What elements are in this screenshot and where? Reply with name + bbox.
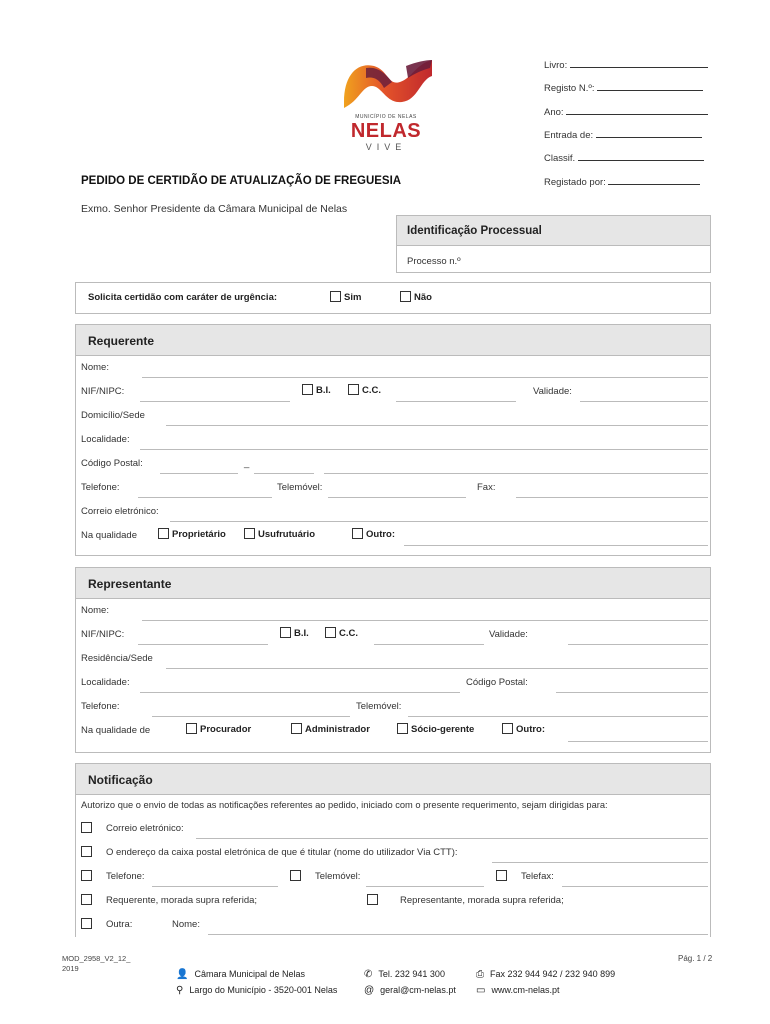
location-pin-icon: ⚲ bbox=[176, 985, 184, 996]
urgency-nao-checkbox[interactable] bbox=[400, 291, 411, 302]
rep-validade-field[interactable] bbox=[568, 644, 708, 645]
at-icon: @ bbox=[364, 985, 375, 996]
rep-procurador-checkbox[interactable] bbox=[186, 723, 197, 734]
req-outro-option[interactable]: Outro: bbox=[352, 529, 395, 540]
rep-localidade-label: Localidade: bbox=[81, 677, 130, 688]
req-bi-option[interactable]: B.I. bbox=[302, 385, 331, 396]
notificacao-title: Notificação bbox=[76, 764, 710, 795]
notif-outra-checkbox[interactable] bbox=[81, 918, 92, 929]
req-outro-field[interactable] bbox=[404, 545, 708, 546]
footer-tel: ✆ Tel. 232 941 300 bbox=[364, 969, 445, 980]
req-correio-label: Correio eletrónico: bbox=[81, 506, 159, 517]
registry-entrada-line[interactable] bbox=[596, 137, 702, 138]
rep-administrador-option[interactable]: Administrador bbox=[291, 724, 370, 735]
rep-socio-checkbox[interactable] bbox=[397, 723, 408, 734]
notif-ctt-option[interactable] bbox=[81, 846, 92, 857]
rep-cp-label: Código Postal: bbox=[466, 677, 528, 688]
req-qualidade-label: Na qualidade bbox=[81, 530, 137, 541]
rep-telemovel-label: Telemóvel: bbox=[356, 701, 402, 712]
registry-classif: Classif. bbox=[544, 153, 704, 164]
urgency-sim-option[interactable]: Sim bbox=[330, 292, 361, 303]
notif-telefone-checkbox[interactable] bbox=[81, 870, 92, 881]
rep-cc-checkbox[interactable] bbox=[325, 627, 336, 638]
municipality-logo bbox=[336, 56, 436, 156]
rep-outro-option[interactable]: Outro: bbox=[502, 724, 545, 735]
notif-ctt-checkbox[interactable] bbox=[81, 846, 92, 857]
rep-doc-number-field[interactable] bbox=[374, 644, 484, 645]
footer-entity: 👤 Câmara Municipal de Nelas bbox=[176, 969, 306, 980]
representante-section bbox=[75, 567, 711, 753]
req-cp-locality-field[interactable] bbox=[324, 473, 708, 474]
page-number: Pág. 1 / 2 bbox=[678, 954, 713, 963]
notif-outra-label: Outra: bbox=[106, 919, 133, 930]
document-title: PEDIDO DE CERTIDÃO DE ATUALIZAÇÃO DE FREGUESIA bbox=[81, 175, 402, 187]
rep-validade-label: Validade: bbox=[489, 629, 528, 640]
notif-ctt-label: O endereço da caixa postal eletrónica de que é titular (nome do utilizador Via CTT): bbox=[106, 847, 458, 858]
req-nif-field[interactable] bbox=[140, 401, 290, 402]
rep-cc-option[interactable]: C.C. bbox=[325, 628, 358, 639]
rep-outro-checkbox[interactable] bbox=[502, 723, 513, 734]
logo-top-text: MUNICÍPIO DE NELAS bbox=[355, 114, 417, 120]
rep-procurador-option[interactable]: Procurador bbox=[186, 724, 251, 735]
phone-icon: ✆ bbox=[364, 969, 373, 980]
rep-administrador-checkbox[interactable] bbox=[291, 723, 302, 734]
logo-name: NELAS bbox=[350, 120, 422, 142]
rep-localidade-field[interactable] bbox=[140, 692, 460, 693]
req-nif-label: NIF/NIPC: bbox=[81, 386, 125, 397]
rep-nome-label: Nome: bbox=[81, 605, 109, 616]
notif-correio-field[interactable] bbox=[196, 838, 708, 839]
notif-correio-option[interactable] bbox=[81, 822, 92, 833]
rep-nif-label: NIF/NIPC: bbox=[81, 629, 125, 640]
notif-outra-option[interactable] bbox=[81, 918, 92, 929]
rep-telemovel-field[interactable] bbox=[408, 716, 708, 717]
registry-registado-line[interactable] bbox=[608, 184, 700, 185]
notif-requerente-option[interactable] bbox=[81, 894, 92, 905]
notif-telefone-label: Telefone: bbox=[106, 871, 145, 882]
processual-box bbox=[396, 215, 711, 273]
form-code: MOD_2958_V2_12_ bbox=[62, 954, 131, 963]
req-cc-checkbox[interactable] bbox=[348, 384, 359, 395]
notif-requerente-checkbox[interactable] bbox=[81, 894, 92, 905]
req-cp-separator: _ bbox=[244, 458, 250, 469]
req-nome-field[interactable] bbox=[142, 377, 708, 378]
req-telemovel-field[interactable] bbox=[328, 497, 466, 498]
req-localidade-label: Localidade: bbox=[81, 434, 130, 445]
notif-representante-label: Representante, morada supra referida; bbox=[400, 895, 564, 906]
notif-telefone-field[interactable] bbox=[152, 886, 278, 887]
rep-outro-field[interactable] bbox=[568, 741, 708, 742]
req-nome-label: Nome: bbox=[81, 362, 109, 373]
representante-title: Representante bbox=[76, 568, 710, 599]
req-outro-checkbox[interactable] bbox=[352, 528, 363, 539]
logo-tagline: VIVE bbox=[365, 142, 407, 152]
notif-intro: Autorizo que o envio de todas as notificações referentes ao pedido, iniciado com o presente requerimento, sejam dirigidas para: bbox=[81, 800, 608, 810]
rep-qualidade-label: Na qualidade de bbox=[81, 725, 151, 736]
registry-livro: Livro: bbox=[544, 60, 708, 71]
rep-bi-checkbox[interactable] bbox=[280, 627, 291, 638]
notif-telemovel-label: Telemóvel: bbox=[315, 871, 361, 882]
requerente-title: Requerente bbox=[76, 325, 710, 356]
person-icon: 👤 bbox=[176, 969, 189, 980]
processual-title: Identificação Processual bbox=[397, 216, 710, 246]
registry-registo-line[interactable] bbox=[597, 90, 703, 91]
rep-socio-option[interactable]: Sócio-gerente bbox=[397, 724, 474, 735]
notif-telemovel-option[interactable] bbox=[290, 870, 301, 881]
req-domicilio-label: Domicílio/Sede bbox=[81, 410, 145, 421]
req-telefone-label: Telefone: bbox=[81, 482, 120, 493]
notif-nome-field[interactable] bbox=[208, 934, 708, 935]
req-telefone-field[interactable] bbox=[138, 497, 272, 498]
req-telemovel-label: Telemóvel: bbox=[277, 482, 323, 493]
rep-residencia-field[interactable] bbox=[166, 668, 708, 669]
notif-ctt-field[interactable] bbox=[492, 862, 708, 863]
notif-requerente-label: Requerente, morada supra referida; bbox=[106, 895, 258, 906]
notif-nome-label: Nome: bbox=[172, 919, 200, 930]
registry-entrada: Entrada de: bbox=[544, 130, 702, 141]
footer-address: ⚲ Largo do Município - 3520-001 Nelas bbox=[176, 985, 338, 996]
req-cp-field-2[interactable] bbox=[254, 473, 314, 474]
rep-cp-field[interactable] bbox=[556, 692, 708, 693]
rep-nif-field[interactable] bbox=[138, 644, 268, 645]
req-validade-label: Validade: bbox=[533, 386, 572, 397]
salutation: Exmo. Senhor Presidente da Câmara Municipal de Nelas bbox=[81, 203, 348, 215]
processo-label: Processo n.º bbox=[407, 256, 461, 267]
notif-telefax-field[interactable] bbox=[562, 886, 708, 887]
notif-telefax-option[interactable] bbox=[496, 870, 507, 881]
registry-classif-line[interactable] bbox=[578, 160, 704, 161]
rep-telefone-label: Telefone: bbox=[81, 701, 120, 712]
rep-bi-option[interactable]: B.I. bbox=[280, 628, 309, 639]
registry-ano: Ano: bbox=[544, 107, 708, 118]
fax-icon: ⎙ bbox=[476, 969, 484, 980]
notif-telefax-checkbox[interactable] bbox=[496, 870, 507, 881]
notif-telefone-option[interactable] bbox=[81, 870, 92, 881]
notif-correio-label: Correio eletrónico: bbox=[106, 823, 184, 834]
notif-telefax-label: Telefax: bbox=[521, 871, 554, 882]
req-proprietario-checkbox[interactable] bbox=[158, 528, 169, 539]
req-bi-checkbox[interactable] bbox=[302, 384, 313, 395]
req-validade-field[interactable] bbox=[580, 401, 708, 402]
req-usufrutuario-option[interactable]: Usufrutuário bbox=[244, 529, 315, 540]
footer-web[interactable]: ▭ www.cm-nelas.pt bbox=[476, 985, 560, 996]
req-cc-option[interactable]: C.C. bbox=[348, 385, 381, 396]
footer-fax: ⎙ Fax 232 944 942 / 232 940 899 bbox=[476, 969, 616, 980]
registry-registo: Registo N.º: bbox=[544, 83, 703, 94]
urgency-box bbox=[75, 282, 711, 314]
rep-nome-field[interactable] bbox=[142, 620, 708, 621]
notif-telemovel-field[interactable] bbox=[366, 886, 484, 887]
registry-livro-line[interactable] bbox=[570, 67, 708, 68]
notif-telemovel-checkbox[interactable] bbox=[290, 870, 301, 881]
req-cp-label: Código Postal: bbox=[81, 458, 143, 469]
notif-representante-checkbox[interactable] bbox=[367, 894, 378, 905]
footer-email[interactable]: @ geral@cm-nelas.pt bbox=[364, 985, 456, 996]
notif-representante-option[interactable] bbox=[367, 894, 378, 905]
req-localidade-field[interactable] bbox=[140, 449, 708, 450]
req-fax-label: Fax: bbox=[477, 482, 496, 493]
req-correio-field[interactable] bbox=[170, 521, 708, 522]
logo-mark-icon bbox=[336, 56, 436, 112]
notif-correio-checkbox[interactable] bbox=[81, 822, 92, 833]
req-cp-field-1[interactable] bbox=[160, 473, 238, 474]
form-year: 2019 bbox=[62, 964, 79, 973]
req-doc-number-field[interactable] bbox=[396, 401, 516, 402]
registry-registado: Registado por: bbox=[544, 177, 700, 188]
urgency-sim-checkbox[interactable] bbox=[330, 291, 341, 302]
req-domicilio-field[interactable] bbox=[166, 425, 708, 426]
urgency-nao-option[interactable]: Não bbox=[400, 292, 432, 303]
registry-ano-line[interactable] bbox=[566, 114, 708, 115]
req-usufrutuario-checkbox[interactable] bbox=[244, 528, 255, 539]
req-fax-field[interactable] bbox=[516, 497, 708, 498]
req-proprietario-option[interactable]: Proprietário bbox=[158, 529, 226, 540]
rep-residencia-label: Residência/Sede bbox=[81, 653, 153, 664]
monitor-icon: ▭ bbox=[476, 985, 486, 996]
urgency-label: Solicita certidão com caráter de urgência: bbox=[88, 292, 278, 303]
rep-telefone-field[interactable] bbox=[152, 716, 350, 717]
